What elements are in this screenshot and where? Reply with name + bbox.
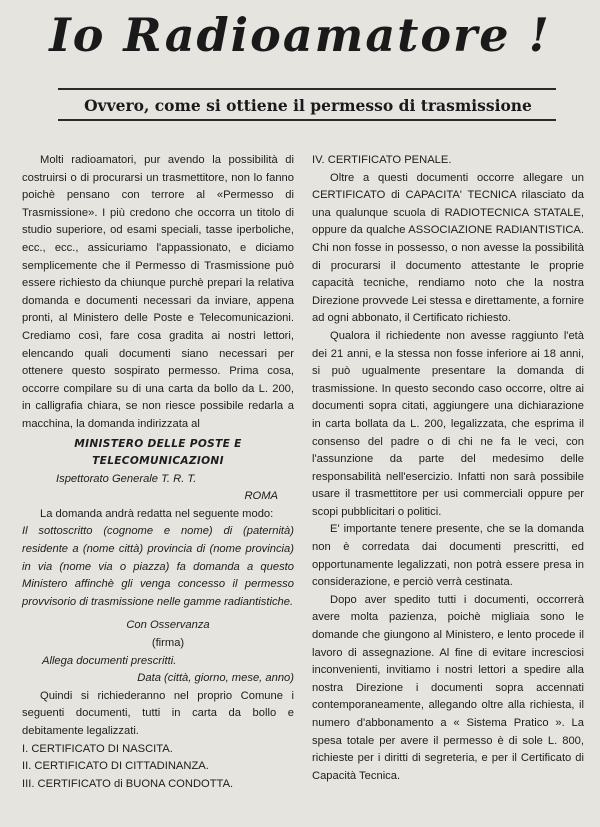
article-title: Io Radioamatore ! [49, 8, 551, 62]
top-rule [58, 88, 556, 90]
ministry-address [22, 436, 294, 506]
left-column [22, 152, 294, 793]
intro-paragraph: Molti radioamatori, pur avendo la possibilità di costruirsi o di procurarsi un trasmettitore, non lo fanno poichè pensano con terrore al «Permesso di Trasmissione». I più credono che occorra un titolo di studio superiore, od esami speciali, tasse iperboliche, ecc., ecc., assicuriamo l'appassionato, e diciamo semplicemente che il Permesso di Trasmissione può essere richiesto da chiunque purchè prepari la relativa domanda e documenti necessari da inviare, appena pronti, al Ministero delle Poste e Telecomunicazioni. Crediamo così, fare cosa gradita ai nostri lettori, elencando quali documenti siano necessari per ottenere questo sospirato permesso. Prima cosa, occorre compilare su di una carta da bollo da L. 200, in calligrafia chiara, se non riesce possibile redarla a macchina, la domanda indirizzata al [22, 154, 294, 430]
address-line-2: TELECOMUNICAZIONI [92, 455, 224, 468]
technical-certificate-paragraph: Oltre a questi documenti occorre allegare un CERTIFICATO di CAPACITA' TECNICA rilasciato da una qualunque scuola di RADIOTECNICA STATALE, oppure da qualche ASSOCIAZIONE RADIANTISTICA. Chi non fosse in possesso, o non avesse la possibilità di procurarsi il documento attestante le proprie capacità tecniche, rendiamo noto che la nostra Direzione provvede Lei stessa e direttamente, a fornire ad ogni abbonato, il Certificato richiesto. [312, 171, 584, 325]
address-line-4: ROMA [244, 490, 278, 503]
signature-closing: Con Osservanza [126, 619, 210, 632]
bottom-rule [58, 119, 556, 121]
article-subtitle: Ovvero, come si ottiene il permesso di trasmissione [84, 96, 532, 115]
attachment-note: Allega documenti prescritti. [42, 654, 177, 667]
signature-line: (firma) [151, 637, 185, 650]
address-line-1: MINISTERO DELLE POSTE E [74, 437, 242, 450]
documents-paragraph: Quindi si richiederanno nel proprio Comune i seguenti documenti, tutti in carta da bollo e debitamente legalizzati. [22, 689, 294, 737]
incomplete-application-paragraph: E' importante tenere presente, che se la domanda non è corredata dai documenti prescritti, ed opportunamente legalizzati, non potrà essere presa in considerazione, e perciò verrà cestinata. [312, 523, 584, 589]
request-format-paragraph: La domanda andrà redatta nel seguente modo: [40, 507, 274, 520]
minor-applicant-paragraph: Qualora il richiedente non avesse raggiunto l'età dei 21 anni, e la stessa non fosse inferiore ai 18 anni, si può ugualmente presentare la domanda di trasmissione. In questo secondo caso occorre, oltre ai documenti sopra citati, aggiungere una dichiarazione in carta bollata da L. 200, legalizzata, che esprima il consenso del padre o di chi ne fa le veci, con l'assunzione da parte del medesimo delle responsabilità nell'esercizio. Infatti non sarà possibile usare il trasmettitore per usi commerciali oppure per scopi pubblicitari o politici. [312, 329, 584, 518]
list-item: II. CERTIFICATO DI CITTADINANZA. [22, 760, 209, 773]
date-line: Data (città, giorno, mese, anno) [137, 672, 294, 685]
request-template-paragraph: Il sottoscritto (cognome e nome) di (paternità) residente a (nome città) provincia di (nome provincia) in via (nome via o piazza) fa domanda a questo Ministero affinchè gli venga concesso il permesso provvisorio di trasmissione nelle gamme radiantistiche. [22, 525, 294, 608]
right-column [312, 152, 584, 785]
list-item: I. CERTIFICATO DI NASCITA. [22, 742, 173, 755]
submission-advice-paragraph: Dopo aver spedito tutti i documenti, occorrerà avere molta pazienza, poichè migliaia sono le domande che giungono al Ministero, e lento procede il lavoro di assegnazione. Al fine di evitare incresciosi inconvenienti, invitiamo i nostri lettori a spedire alla nostra Direzione i documenti sopra accennati contemporaneamente, allegando oltre alla richiesta, il numero d'abbonamento a « Sistema Pratico ». La spesa totale per avere il permesso è di sole L. 800, richieste per i diritti di segreteria, e per il Certificato di Capacità Tecnica. [312, 593, 584, 782]
certificate-list [22, 741, 294, 794]
address-line-3: Ispettorato Generale T. R. T. [56, 472, 197, 485]
list-item: III. CERTIFICATO di BUONA CONDOTTA. [22, 777, 234, 790]
list-item: IV. CERTIFICATO PENALE. [312, 154, 452, 166]
